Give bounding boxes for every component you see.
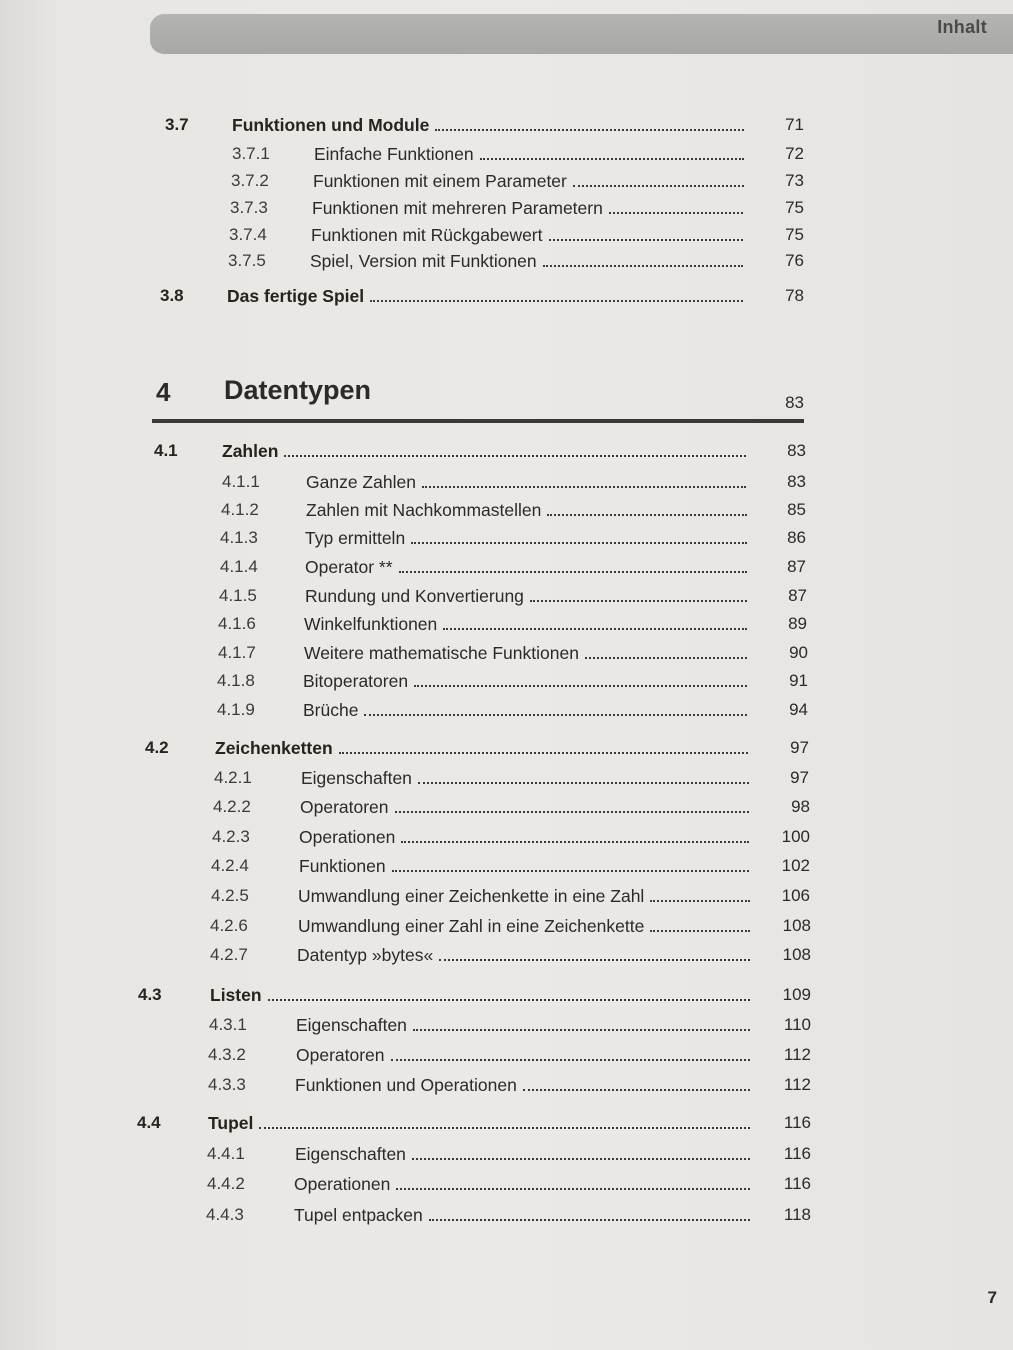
dot-leader — [585, 643, 747, 659]
toc-entry — [0, 916, 1013, 940]
header-label: Inhalt — [937, 17, 987, 37]
dot-leader — [650, 886, 750, 902]
toc-entry-number: 4.1.4 — [220, 557, 258, 576]
toc-entry — [0, 1015, 1013, 1039]
toc-entry — [0, 441, 1013, 465]
header-bar — [150, 14, 1013, 54]
toc-entry-title: Umwandlung einer Zeichenkette in eine Zahl — [298, 886, 645, 906]
dot-leader — [411, 528, 747, 544]
toc-entry-title: Das fertige Spiel — [227, 286, 365, 306]
dot-leader — [422, 472, 746, 488]
toc-entry-title: Datentyp »bytes« — [297, 945, 434, 965]
toc-entry — [0, 945, 1013, 969]
toc-entry-page: 75 — [785, 225, 804, 244]
toc-entry — [0, 557, 1013, 581]
toc-entry-number: 4.1.2 — [221, 500, 259, 519]
dot-leader — [401, 827, 749, 843]
chapter-title: Datentypen — [224, 375, 372, 405]
toc-entry-title: Ganze Zahlen — [306, 472, 416, 492]
toc-entry-page: 76 — [785, 251, 804, 270]
toc-entry — [0, 251, 1013, 275]
toc-entry-number: 4.3.1 — [209, 1015, 247, 1034]
toc-entry — [0, 614, 1013, 638]
toc-entry — [0, 528, 1013, 552]
toc-entry — [0, 886, 1013, 910]
toc-entry-page: 100 — [781, 827, 810, 846]
toc-entry-number: 4.4.1 — [207, 1144, 245, 1163]
toc-entry-title: Zahlen — [222, 441, 279, 461]
toc-entry-number: 3.7.1 — [232, 144, 270, 163]
toc-entry-title: Weitere mathematische Funktionen — [304, 643, 579, 663]
toc-entry-title: Funktionen mit Rückgabewert — [311, 225, 543, 245]
dot-leader — [609, 198, 743, 214]
toc-entry-title: Eigenschaften — [295, 1144, 406, 1164]
toc-entry-page: 75 — [785, 198, 804, 217]
toc-entry-title: Tupel — [208, 1113, 254, 1133]
dot-leader — [392, 856, 749, 872]
page-number: 7 — [987, 1288, 997, 1307]
dot-leader — [418, 768, 749, 784]
toc-entry-title: Funktionen mit einem Parameter — [313, 171, 567, 191]
toc-entry — [0, 171, 1013, 195]
dot-leader — [399, 557, 747, 573]
toc-entry-number: 4.2.4 — [211, 856, 249, 875]
toc-entry-title: Operator ** — [305, 557, 393, 577]
toc-entry-page: 98 — [791, 797, 810, 816]
toc-entry-page: 112 — [783, 1045, 811, 1064]
toc-entry-title: Einfache Funktionen — [314, 144, 474, 164]
toc-entry — [0, 643, 1013, 667]
toc-entry-number: 4.4.3 — [206, 1205, 244, 1224]
toc-entry — [0, 768, 1013, 792]
toc-entry-page: 86 — [787, 528, 806, 547]
toc-entry-page: 112 — [783, 1075, 811, 1094]
toc-entry — [0, 198, 1013, 222]
toc-entry-number: 3.7.5 — [228, 251, 266, 270]
toc-entry-title: Umwandlung einer Zahl in eine Zeichenkette — [298, 916, 645, 936]
dot-leader — [573, 171, 744, 187]
toc-entry-title: Listen — [210, 985, 262, 1005]
dot-leader — [547, 500, 747, 516]
toc-entry-page: 91 — [789, 671, 808, 690]
toc-entry-page: 73 — [785, 171, 804, 190]
toc-entry — [0, 1075, 1013, 1099]
toc-entry — [0, 671, 1013, 695]
toc-entry-number: 4.2.1 — [214, 768, 252, 787]
toc-entry-page: 72 — [785, 144, 804, 163]
toc-entry-number: 4.2 — [145, 738, 169, 757]
toc-entry-number: 3.8 — [160, 286, 184, 305]
toc-entry-title: Brüche — [303, 700, 359, 720]
dot-leader — [480, 144, 744, 160]
toc-entry-page: 102 — [781, 856, 810, 875]
toc-entry-number: 3.7.3 — [230, 198, 268, 217]
toc-entry-page: 94 — [789, 700, 808, 719]
toc-entry-number: 4.1.7 — [218, 643, 256, 662]
toc-entry — [0, 827, 1013, 851]
toc-entry-page: 116 — [783, 1174, 811, 1193]
dot-leader — [412, 1144, 750, 1160]
toc-entry-title: Operationen — [299, 827, 396, 847]
dot-leader — [435, 115, 744, 131]
dot-leader — [391, 1045, 750, 1061]
dot-leader — [268, 985, 750, 1001]
dot-leader — [650, 916, 750, 932]
toc-entry-page: 116 — [783, 1144, 811, 1163]
dot-leader — [284, 441, 746, 457]
toc-entry — [0, 1045, 1013, 1069]
toc-entry-title: Operatoren — [296, 1045, 385, 1065]
chapter-heading — [152, 373, 804, 423]
dot-leader — [439, 945, 750, 961]
toc-entry — [0, 500, 1013, 524]
toc-entry-number: 4.3.2 — [208, 1045, 246, 1064]
toc-entry-page: 109 — [782, 985, 811, 1004]
toc-entry — [0, 472, 1013, 496]
toc-entry-number: 4.1.5 — [219, 586, 257, 605]
toc-entry-number: 4.2.6 — [210, 916, 248, 935]
dot-leader — [429, 1205, 750, 1221]
toc-entry-number: 4.1.3 — [220, 528, 258, 547]
toc-entry-number: 4.3 — [138, 985, 162, 1004]
toc-entry-title: Funktionen — [299, 856, 386, 876]
toc-entry-page: 89 — [788, 614, 807, 633]
toc-entry-number: 4.4.2 — [207, 1174, 245, 1193]
dot-leader — [530, 586, 747, 602]
toc-entry — [0, 700, 1013, 724]
dot-leader — [339, 738, 748, 754]
toc-entry-number: 4.3.3 — [208, 1075, 246, 1094]
toc-entry-page: 116 — [783, 1113, 811, 1132]
toc-entry — [0, 286, 1013, 310]
toc-entry-page: 97 — [790, 738, 809, 757]
toc-entry-title: Operatoren — [300, 797, 389, 817]
chapter-number: 4 — [156, 377, 171, 407]
toc-entry-page: 85 — [787, 500, 806, 519]
toc-entry-title: Zahlen mit Nachkommastellen — [306, 500, 542, 520]
chapter-page: 83 — [785, 393, 804, 412]
toc-entry-title: Funktionen und Module — [232, 115, 430, 135]
toc-entry-title: Zeichenketten — [215, 738, 333, 758]
toc-entry-title: Rundung und Konvertierung — [305, 586, 524, 606]
toc-entry-page: 97 — [790, 768, 809, 787]
toc-entry-title: Tupel entpacken — [294, 1205, 423, 1225]
dot-leader — [259, 1113, 750, 1129]
toc-entry-page: 83 — [787, 472, 806, 491]
toc-entry-page: 108 — [782, 945, 811, 964]
toc-entry-number: 4.1.8 — [217, 671, 255, 690]
toc-entry-number: 4.4 — [137, 1113, 161, 1132]
toc-entry — [0, 797, 1013, 821]
toc-entry-number: 3.7 — [165, 115, 189, 134]
dot-leader — [549, 225, 744, 241]
toc-entry — [0, 856, 1013, 880]
toc-entry-page: 106 — [781, 886, 810, 905]
toc-entry-number: 4.2.7 — [210, 945, 248, 964]
toc-entry-page: 90 — [789, 643, 808, 662]
dot-leader — [364, 700, 747, 716]
toc-entry — [0, 1205, 1013, 1229]
toc-entry — [0, 1174, 1013, 1198]
dot-leader — [414, 671, 747, 687]
toc-entry — [0, 738, 1013, 762]
toc-entry — [0, 115, 1013, 139]
toc-entry-page: 87 — [788, 586, 807, 605]
toc-entry-number: 4.1.9 — [217, 700, 255, 719]
toc-entry-page: 87 — [787, 557, 806, 576]
toc-entry-page: 71 — [785, 115, 804, 134]
toc-entry-page: 108 — [782, 916, 811, 935]
toc-entry — [0, 144, 1013, 168]
toc-entry-number: 3.7.2 — [231, 171, 269, 190]
toc-entry-number: 4.1 — [154, 441, 178, 460]
toc-entry-number: 4.2.2 — [213, 797, 251, 816]
toc-entry-title: Typ ermitteln — [305, 528, 406, 548]
toc-entry-title: Winkelfunktionen — [304, 614, 438, 634]
toc-entry-title: Funktionen mit mehreren Parametern — [312, 198, 603, 218]
toc-entry-title: Eigenschaften — [301, 768, 412, 788]
toc-entry-title: Bitoperatoren — [303, 671, 409, 691]
toc-entry-number: 4.1.1 — [222, 472, 260, 491]
toc-entry-page: 118 — [783, 1205, 811, 1224]
toc-entry — [0, 586, 1013, 610]
toc-entry-title: Funktionen und Operationen — [295, 1075, 517, 1095]
toc-entry-number: 3.7.4 — [229, 225, 267, 244]
toc-entry — [0, 1113, 1013, 1137]
toc-entry-title: Spiel, Version mit Funktionen — [310, 251, 537, 271]
dot-leader — [543, 251, 743, 267]
dot-leader — [443, 614, 747, 630]
toc-entry-title: Operationen — [294, 1174, 391, 1194]
toc-entry-number: 4.2.5 — [211, 886, 249, 905]
dot-leader — [523, 1075, 750, 1091]
toc-entry-number: 4.2.3 — [212, 827, 250, 846]
toc-entry-number: 4.1.6 — [218, 614, 256, 633]
dot-leader — [370, 286, 743, 302]
dot-leader — [396, 1174, 750, 1190]
toc-entry — [0, 985, 1013, 1009]
toc-entry — [0, 1144, 1013, 1168]
dot-leader — [395, 797, 749, 813]
dot-leader — [413, 1015, 750, 1031]
toc-entry-page: 110 — [783, 1015, 811, 1034]
toc-entry — [0, 225, 1013, 249]
toc-entry-page: 83 — [787, 441, 806, 460]
toc-entry-title: Eigenschaften — [296, 1015, 407, 1035]
toc-entry-page: 78 — [785, 286, 804, 305]
